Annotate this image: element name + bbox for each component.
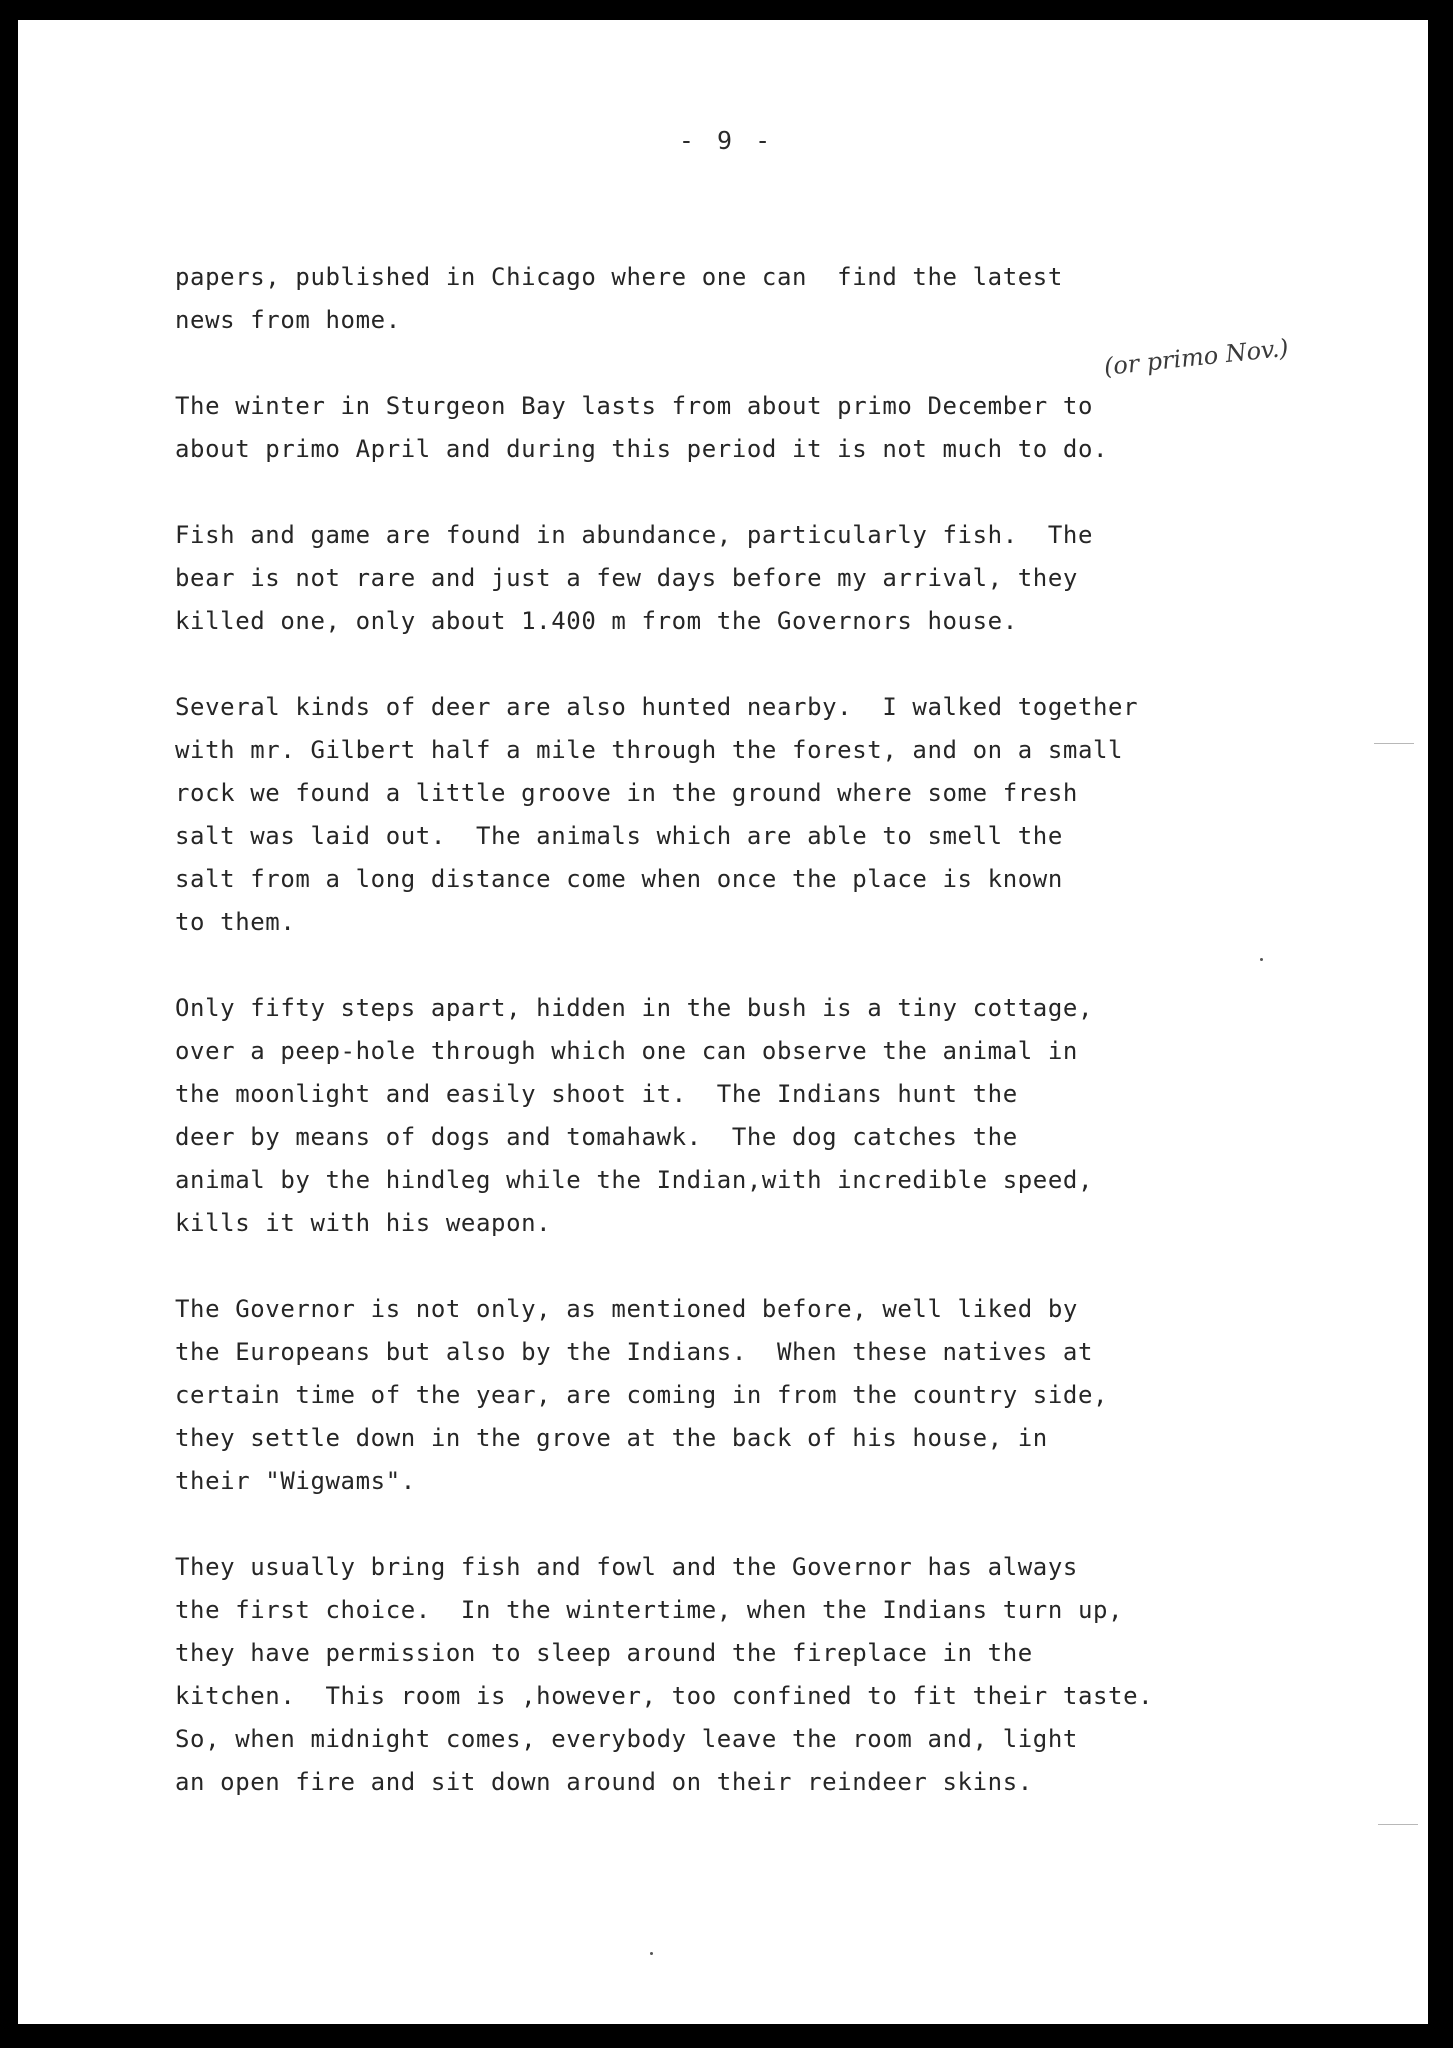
text-line: the moonlight and easily shoot it. The Indians hunt the: [175, 1080, 1018, 1108]
paragraph: [175, 514, 1395, 643]
paragraph: [175, 1546, 1395, 1804]
text-line: The Governor is not only, as mentioned before, well liked by: [175, 1295, 1078, 1323]
text-line: news from home.: [175, 306, 401, 334]
text-line: the Europeans but also by the Indians. When these natives at: [175, 1338, 1094, 1366]
scan-speck: [650, 1952, 653, 1955]
text-line: kills it with his weapon.: [175, 1209, 552, 1237]
text-line: animal by the hindleg while the Indian,with incredible speed,: [175, 1166, 1094, 1194]
text-line: salt from a long distance come when once the place is known: [175, 865, 1063, 893]
page-number: - 9 -: [678, 126, 775, 155]
text-line: an open fire and sit down around on their reindeer skins.: [175, 1768, 1033, 1796]
text-line: over a peep-hole through which one can observe the animal in: [175, 1037, 1078, 1065]
body-text: [175, 256, 1395, 1847]
text-line: with mr. Gilbert half a mile through the forest, and on a small: [175, 736, 1124, 764]
text-line: certain time of the year, are coming in from the country side,: [175, 1381, 1109, 1409]
text-line: bear is not rare and just a few days before my arrival, they: [175, 564, 1078, 592]
text-line: papers, published in Chicago where one can find the latest: [175, 263, 1063, 291]
handwritten-margin-note: (or primo Nov.): [1102, 333, 1290, 381]
text-line: they settle down in the grove at the back of his house, in: [175, 1424, 1048, 1452]
paragraph: [175, 385, 1395, 471]
text-line: Fish and game are found in abundance, particularly fish. The: [175, 521, 1094, 549]
paragraph: [175, 987, 1395, 1245]
text-line: Only fifty steps apart, hidden in the bush is a tiny cottage,: [175, 994, 1094, 1022]
paragraph: [175, 1288, 1395, 1503]
text-line: So, when midnight comes, everybody leave the room and, light: [175, 1725, 1078, 1753]
text-line: killed one, only about 1.400 m from the Governors house.: [175, 607, 1018, 635]
text-line: salt was laid out. The animals which are able to smell the: [175, 822, 1063, 850]
text-line: The winter in Sturgeon Bay lasts from about primo December to: [175, 392, 1094, 420]
scan-mark: [1378, 1824, 1418, 1825]
scan-speck: [1260, 958, 1263, 961]
text-line: about primo April and during this period it is not much to do.: [175, 435, 1109, 463]
text-line: rock we found a little groove in the ground where some fresh: [175, 779, 1078, 807]
text-line: kitchen. This room is ,however, too confined to fit their taste.: [175, 1682, 1154, 1710]
scan-mark: [1374, 743, 1414, 744]
text-line: the first choice. In the wintertime, when the Indians turn up,: [175, 1596, 1124, 1624]
text-line: their "Wigwams".: [175, 1467, 416, 1495]
text-line: deer by means of dogs and tomahawk. The dog catches the: [175, 1123, 1018, 1151]
text-line: They usually bring fish and fowl and the Governor has always: [175, 1553, 1078, 1581]
text-line: to them.: [175, 908, 296, 936]
text-line: Several kinds of deer are also hunted nearby. I walked together: [175, 693, 1139, 721]
text-line: they have permission to sleep around the fireplace in the: [175, 1639, 1033, 1667]
paragraph: [175, 256, 1395, 342]
paragraph: [175, 686, 1395, 944]
